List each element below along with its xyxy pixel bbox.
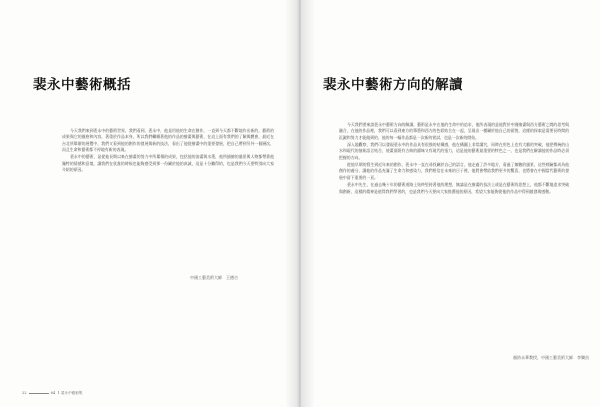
folio-rule	[29, 393, 49, 394]
right-paragraph: 從他早期的寫生到近年來的創作，裴永中一直在尋找屬於自己的語言，他走過了許多地方，看過了無數的風景，這些經驗都成為他創作的養分，讓他的作品充滿了生命力和感染力，我們相信在未來的日子裡，他將會帶給我們更多的驚喜，也將會在中國當代藝術的發展中留下重要的一頁。	[339, 162, 569, 180]
left-page-title: 裴永中藝術概括	[33, 77, 131, 93]
page-folio	[22, 391, 82, 396]
right-page-signature: 顏鈞永華教授、中國工藝美術大師 李樂昌	[513, 355, 589, 360]
right-page-title: 裴永中藝術方向的解讀	[323, 77, 463, 93]
folio-number: 22	[22, 391, 27, 395]
left-paragraph: 今天我們來到裴永中的藝術世界，我們看到，裴永中，他是用他的生命在創作，一直到今天都不斷地作出新的，藝術的成果與它的風格和內容，著重於作品本身，所以我們繼續著他的作品的繪畫與藝術，在這上面有我們的了解與體會，最近在台北所舉辦的展覽中，我們又看到他的創作的發展與新的技法，看出了他從繪畫中的重要發展，把自己帶到另外一個層次，而且生命和藝術都不停地有新的表現。	[62, 128, 274, 152]
folio-number-2: 64	[50, 391, 56, 395]
running-head: 1 裴永中藝術集	[57, 391, 83, 395]
left-paragraph: 裴永中的藝術，是從他長期以來在繪畫的努力中所累積的成果，包括他的油畫與水墨，他所描繪的風景與人物都帶著他獨特的情感和意境，讓我們在欣賞的時候也能夠感受到那一份屬於他的真誠，這是十分難得的，也是我們今天要特別向大家介紹的原因。	[62, 154, 274, 172]
left-page-body	[62, 128, 274, 256]
right-paragraph: 今天我們要來談裴永中藝術方向的解讀，藝術是永中在他的生命中的追求，他所表現的是他對於中國繪畫與西方藝術之間的思考與融合，在他的作品裡，我們可以看到東方的筆墨和西方的色彩結合在一起，呈現出一種屬於他自己的面貌，這樣的探索是需要長時間的沉澱和努力才能做到的，他的每一幅作品都是一次新的嘗試，也是一次新的開始。	[339, 122, 569, 140]
right-page-body	[339, 122, 569, 348]
left-page-signature: 中國工藝美術大師 王德吉	[190, 275, 238, 280]
right-paragraph: 深入地觀察，我們可以發現裴永中的作品具有很強的結構感，他在構圖上非常講究，同時在用色上也有大膽的突破，他把傳統的山水和現代的抽象語言結合，使畫面既有古典的韻味又有現代的張力，這是他的藝術最重要的特色之一，也是我們在解讀他的作品時必須把握的方向。	[339, 142, 569, 160]
left-page	[0, 0, 299, 407]
right-page	[301, 0, 600, 407]
right-paragraph: 裴永中先生，在過去幾十年的藝術道路上始終堅持著他的理想，無論是在繪畫的技法上或是在藝術的思想上，他都不斷地追求突破與創新，這樣的精神是值得我們學習的，也是我們今天要向大家推薦他的原因，希望大家能夠從他的作品中得到啟發與感動。	[339, 182, 569, 194]
